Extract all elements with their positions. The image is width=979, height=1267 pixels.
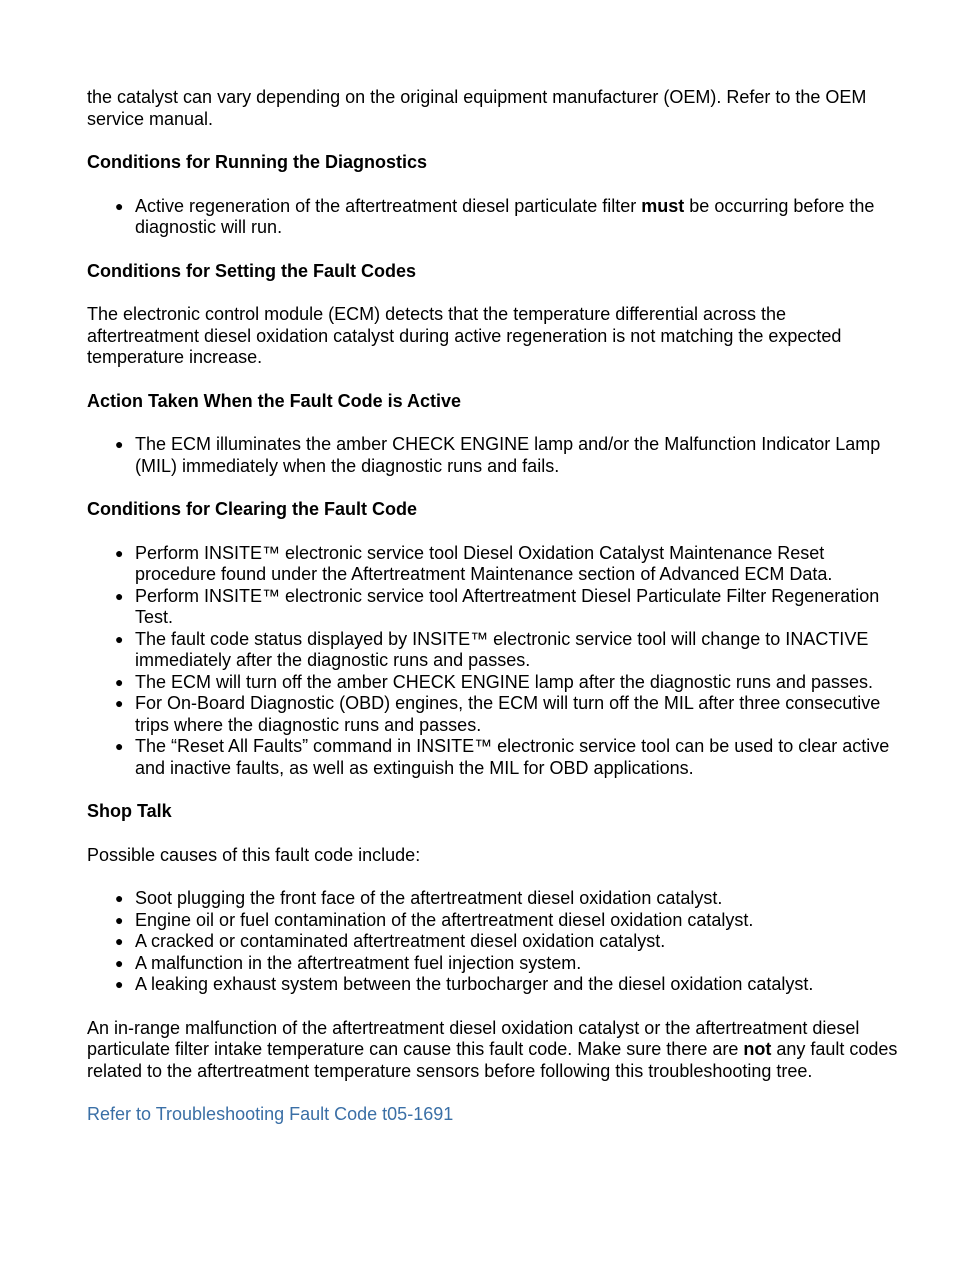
bullet-icon: ● <box>115 587 124 604</box>
bullet-icon: ● <box>115 954 124 971</box>
list-item <box>115 909 902 932</box>
bullet-icon: ● <box>115 436 124 452</box>
setting-heading: Conditions for Setting the Fault Codes <box>87 260 416 281</box>
running-list <box>87 196 902 239</box>
list-item-text: The fault code status displayed by INSITE™ electronic service tool will change to INACTIVE immediately after the diagnostic runs and passes. <box>135 628 869 670</box>
bullet-icon: ● <box>115 630 124 647</box>
causes-intro: Possible causes of this fault code include: <box>87 844 421 865</box>
bullet-icon: ● <box>115 673 124 690</box>
bullet-icon: ● <box>115 890 124 906</box>
list-item-text: The “Reset All Faults” command in INSITE™ electronic service tool can be used to clear active and inactive faults, as well as extinguish the MIL for OBD applications. <box>135 736 890 778</box>
intro-paragraph: the catalyst can vary depending on the original equipment manufacturer (OEM). Refer to the OEM service manual. <box>87 87 867 129</box>
setting-paragraph: The electronic control module (ECM) detects that the temperature differential across the aftertreatment diesel oxidation catalyst during active regeneration is not matching the expected temperature increase. <box>87 304 842 367</box>
list-item-text: Perform INSITE™ electronic service tool Aftertreatment Diesel Particulate Filter Regeneration Test. <box>135 585 880 627</box>
list-item <box>115 628 902 672</box>
list-item <box>115 974 902 996</box>
bullet-icon: ● <box>115 911 124 928</box>
list-item <box>115 736 902 779</box>
bullet-icon: ● <box>115 738 124 754</box>
list-item <box>115 931 902 953</box>
list-item <box>115 542 902 586</box>
troubleshooting-link[interactable]: Refer to Troubleshooting Fault Code t05-1691 <box>87 1104 454 1124</box>
running-item-emphasis: must <box>641 195 685 216</box>
list-item-text: The ECM will turn off the amber CHECK ENGINE lamp after the diagnostic runs and passes. <box>135 671 873 692</box>
bullet-icon: ● <box>115 976 124 992</box>
bullet-icon: ● <box>115 933 124 949</box>
action-heading: Action Taken When the Fault Code is Active <box>87 390 462 411</box>
action-list <box>87 434 902 477</box>
list-item-text: For On-Board Diagnostic (OBD) engines, the ECM will turn off the MIL after three consecutive trips where the diagnostic runs and passes. <box>135 693 881 735</box>
list-item-text: A cracked or contaminated aftertreatment diesel oxidation catalyst. <box>135 931 666 951</box>
clearing-heading: Conditions for Clearing the Fault Code <box>87 499 417 519</box>
list-item <box>115 585 902 629</box>
list-item <box>115 693 902 736</box>
list-item-text: Soot plugging the front face of the aftertreatment diesel oxidation catalyst. <box>135 888 723 908</box>
running-item-text: Active regeneration of the aftertreatment diesel particulate filter <box>135 195 642 216</box>
running-heading: Conditions for Running the Diagnostics <box>87 152 427 172</box>
causes-list <box>87 888 902 996</box>
shop-talk-heading: Shop Talk <box>87 801 172 821</box>
bullet-icon: ● <box>115 695 124 711</box>
bullet-icon: ● <box>115 544 124 561</box>
list-item <box>115 888 902 910</box>
bullet-icon: ● <box>115 197 124 214</box>
list-item-text: The ECM illuminates the amber CHECK ENGINE lamp and/or the Malfunction Indicator Lamp (MIL) immediately when the diagnostic runs and fails. <box>135 434 881 476</box>
note-emphasis: not <box>743 1039 772 1059</box>
list-item-text: A leaking exhaust system between the turbocharger and the diesel oxidation catalyst. <box>135 974 814 994</box>
list-item <box>115 434 902 477</box>
list-item-text: A malfunction in the aftertreatment fuel injection system. <box>135 952 582 973</box>
list-item-text: Perform INSITE™ electronic service tool Diesel Oxidation Catalyst Maintenance Reset procedure found under the Aftertreatment Maintenance section of Advanced ECM Data. <box>135 542 833 584</box>
link-paragraph <box>87 1104 902 1126</box>
note-text: An in-range malfunction of the aftertreatment diesel oxidation catalyst or the aftertreatment diesel particulate filter intake temperature can cause this fault code. Make sure there are <box>87 1017 860 1059</box>
note-text-end: any fault codes related to the aftertreatment temperature sensors before following this troubleshooting tree. <box>87 1039 898 1081</box>
note-paragraph <box>87 1018 902 1083</box>
list-item-text: Engine oil or fuel contamination of the aftertreatment diesel oxidation catalyst. <box>135 909 754 930</box>
list-item <box>115 952 902 975</box>
document-content <box>87 87 902 1148</box>
clearing-list <box>87 543 902 780</box>
list-item <box>115 195 902 239</box>
running-item-text-end: be occurring before the diagnostic will run. <box>135 195 875 237</box>
list-item <box>115 671 902 694</box>
